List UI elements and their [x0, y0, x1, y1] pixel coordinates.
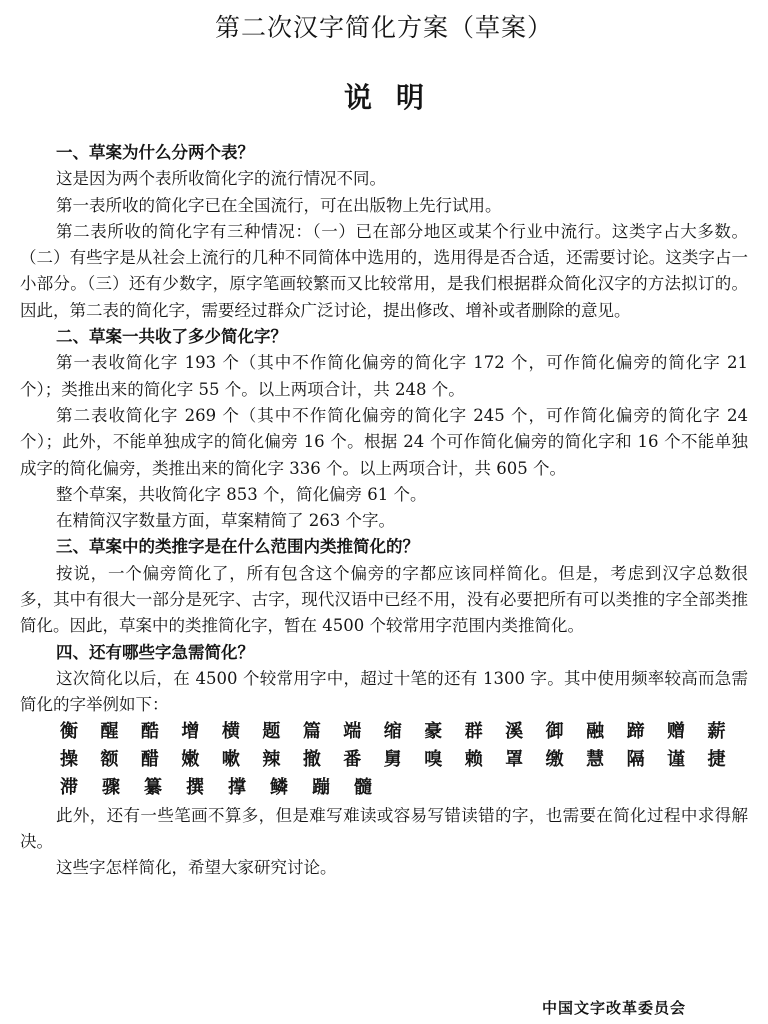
example-character: 蹄 — [626, 721, 645, 743]
example-character: 撤 — [302, 749, 321, 771]
example-character: 溪 — [505, 721, 524, 743]
example-character: 端 — [343, 721, 362, 743]
example-character: 番 — [343, 749, 362, 771]
example-character: 鳞 — [270, 777, 288, 799]
example-character: 融 — [586, 721, 605, 743]
document-subtitle — [0, 76, 768, 116]
example-character: 操 — [60, 749, 78, 771]
example-character: 纂 — [144, 777, 162, 799]
subtitle-text: 说明 — [343, 81, 448, 114]
example-character: 御 — [545, 721, 564, 743]
signature: 中国文字改革委员会 — [541, 999, 686, 1017]
document-title: 第二次汉字简化方案（草案） — [214, 13, 553, 42]
example-character: 嗽 — [221, 749, 240, 771]
example-character: 捷 — [707, 749, 726, 771]
example-character: 醋 — [140, 749, 159, 771]
example-character: 髓 — [354, 777, 372, 799]
example-character: 酷 — [140, 721, 159, 743]
example-character: 蹦 — [312, 777, 330, 799]
example-character: 撰 — [186, 777, 204, 799]
example-character-row — [60, 719, 748, 747]
paragraph: 这些字怎样简化，希望大家研究讨论。 — [56, 858, 337, 878]
example-character: 谨 — [667, 749, 686, 771]
section-heading: 三、草案中的类推字是在什么范围内类推简化的？ — [56, 537, 419, 557]
example-character: 缴 — [545, 749, 564, 771]
example-character: 骤 — [102, 777, 120, 799]
section-heading: 一、草案为什么分两个表？ — [56, 143, 254, 162]
example-character: 辣 — [262, 749, 281, 771]
paragraph: 第二表收简化字 269 个（其中不作简化偏旁的简化字 245 个，可作简化偏旁的简化字 24 个）；此外，不能单独成字的简化偏旁 16 个。根据 24 个可作简化偏旁的简化字和 16 个不能单独成字的简化偏旁，类推出来的简化字 336 个。以上两项合计，共 605 个。 — [20, 405, 748, 478]
example-character: 缩 — [383, 721, 402, 743]
section-heading: 四、还有哪些字急需简化？ — [56, 642, 254, 662]
example-character: 慧 — [586, 749, 605, 771]
example-character: 增 — [181, 721, 200, 743]
example-character: 题 — [262, 721, 281, 743]
example-character: 薪 — [707, 721, 726, 743]
section-heading: 二、草案一共收了多少简化字？ — [56, 327, 287, 347]
paragraph: 在精简汉字数量方面，草案精简了 263 个字。 — [56, 511, 395, 531]
example-character: 嗅 — [424, 749, 443, 771]
example-character: 赠 — [667, 721, 686, 743]
example-character: 篇 — [302, 721, 321, 743]
example-character: 嫩 — [181, 749, 200, 771]
example-character: 额 — [100, 749, 119, 771]
paragraph: 这是因为两个表所收简化字的流行情况不同。 — [56, 169, 386, 189]
paragraph: 第一表所收的简化字已在全国流行，可在出版物上先行试用。 — [56, 195, 502, 215]
paragraph: 这次简化以后，在 4500 个较常用字中，超过十笔的还有 1300 字。其中使用频率较高而急需简化的字举例如下： — [20, 668, 748, 715]
paragraph: 第二表所收的简化字有三种情况：（一）已在部分地区或某个行业中流行。这类字占大多数。（二）有些字是从社会上流行的几种不同简体中选用的，选用得是否合适，还需要讨论。这类字占一小部分。（三）还有少数字，原字笔画较繁而又比较常用，是我们根据群众简化汉字的方法拟订的。因此，第二表的简化字，需要经过群众广泛讨论，提出修改、增补或者删除的意见。 — [20, 221, 748, 320]
example-character: 撑 — [228, 777, 246, 799]
paragraph: 此外，还有一些笔画不算多，但是难写难读或容易写错读错的字，也需要在简化过程中求得解决。 — [20, 805, 748, 851]
example-character: 醒 — [100, 721, 119, 743]
example-character-list — [20, 719, 748, 803]
paragraph: 第一表收简化字 193 个（其中不作简化偏旁的简化字 172 个，可作简化偏旁的简化字 21 个）；类推出来的简化字 55 个。以上两项合计，共 248 个。 — [20, 353, 748, 399]
example-character: 横 — [221, 721, 240, 743]
example-character: 豪 — [424, 721, 443, 743]
example-character: 群 — [464, 721, 483, 743]
example-character: 舅 — [383, 749, 402, 771]
example-character: 滞 — [60, 777, 78, 799]
example-character-row — [60, 775, 748, 803]
example-character: 隔 — [626, 749, 645, 771]
paragraph: 整个草案，共收简化字 853 个，简化偏旁 61 个。 — [56, 484, 427, 504]
document-body — [20, 140, 748, 881]
example-character: 衡 — [60, 721, 78, 743]
example-character: 罩 — [505, 749, 524, 771]
example-character-row — [60, 747, 748, 775]
paragraph: 按说，一个偏旁简化了，所有包含这个偏旁的字都应该同样简化。但是，考虑到汉字总数很多，其中有很大一部分是死字、古字，现代汉语中已经不用，没有必要把所有可以类推的字全部类推简化。因此，草案中的类推简化字，暂在 4500 个较常用字范围内类推简化。 — [20, 563, 748, 636]
example-character: 赖 — [464, 749, 483, 771]
